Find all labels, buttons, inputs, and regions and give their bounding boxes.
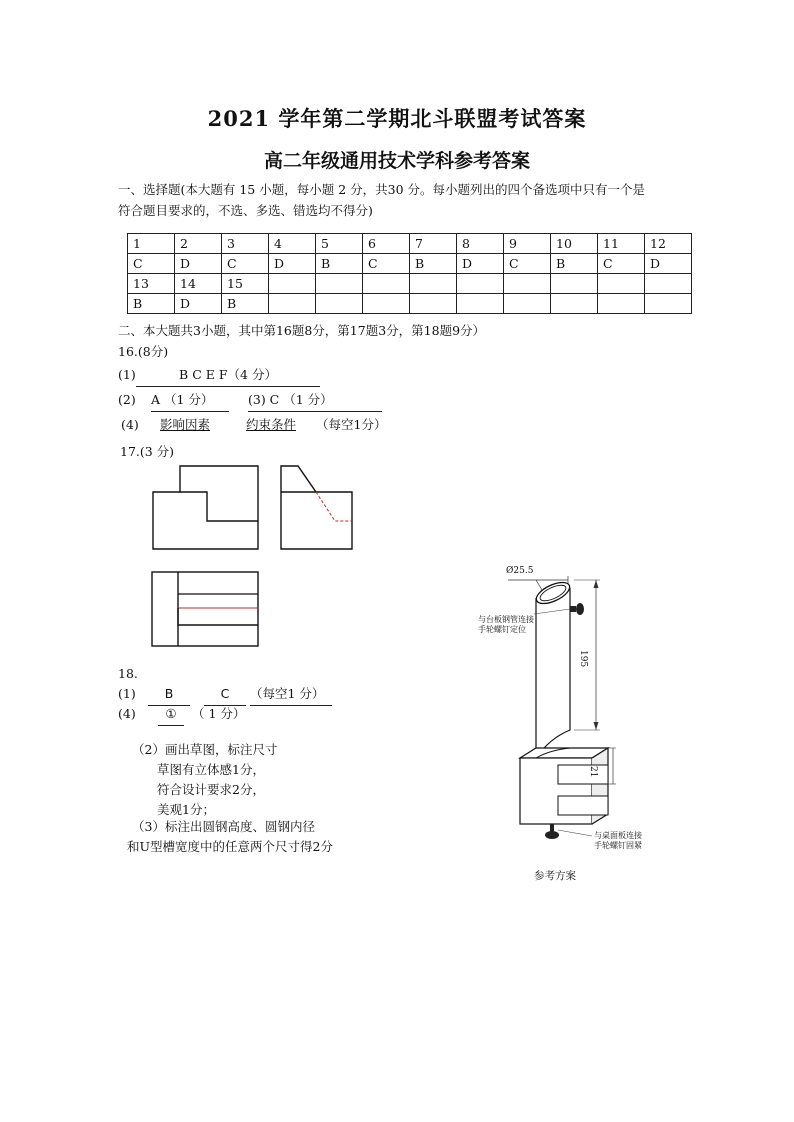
table-cell: C [504, 254, 551, 274]
table-cell: D [269, 254, 316, 274]
table-cell: 8 [457, 234, 504, 254]
dim-height: 195 [578, 650, 588, 668]
table-cell: 12 [645, 234, 692, 254]
table-cell [551, 294, 598, 314]
table-cell: D [645, 254, 692, 274]
table-row [128, 234, 692, 254]
table-row [128, 294, 692, 314]
table-cell: 7 [410, 234, 457, 254]
q16-part4-answer1: 影响因素 [160, 417, 211, 432]
table-cell: 15 [222, 274, 269, 294]
section1-instructions-line2: 符合题目要求的，不选、多选、错选均不得分) [118, 203, 373, 218]
q18-part1-number: (1) [118, 686, 136, 701]
page-subtitle: 高二年级通用技术学科参考答案 [263, 150, 530, 172]
table-cell: D [175, 254, 222, 274]
table-cell: 14 [175, 274, 222, 294]
table-cell: 5 [316, 234, 363, 254]
q16-part1-answer: B C E F（4 分） [136, 365, 320, 387]
q18-part4-answer: ① [158, 704, 184, 726]
table-cell: 3 [222, 234, 269, 254]
q18-part2-line1: （2）画出草图，标注尺寸 [132, 742, 278, 757]
table-cell [645, 274, 692, 294]
table-cell: C [128, 254, 175, 274]
table-row [128, 254, 692, 274]
table-cell: C [363, 254, 410, 274]
q18-part4-note: （ 1 分） [192, 706, 246, 721]
q18-part1-note: （每空1 分） [250, 684, 332, 706]
table-cell: 4 [269, 234, 316, 254]
note-bottom-line1: 与桌面板连接 [594, 831, 642, 840]
q17-top-view [150, 570, 262, 650]
figure-caption: 参考方案 [534, 870, 576, 882]
table-cell: 9 [504, 234, 551, 254]
table-row [128, 274, 692, 294]
table-cell [269, 274, 316, 294]
q16-label: 16.(8分) [118, 344, 169, 359]
table-cell: C [222, 254, 269, 274]
table-cell: B [410, 254, 457, 274]
table-cell [363, 274, 410, 294]
table-cell [551, 274, 598, 294]
table-cell: 1 [128, 234, 175, 254]
section1-instructions-line1: 一、选择题(本大题有 15 小题，每小题 2 分，共30 分。每小题列出的四个备选项中只有一个是 [118, 182, 646, 197]
note-top-line2: 手轮螺钉定位 [478, 625, 526, 634]
table-cell: 11 [598, 234, 645, 254]
q18-part2-line4: 美观1分； [157, 802, 215, 817]
q18-part3-line1: （3）标注出圆钢高度、圆钢内径 [132, 819, 315, 834]
reference-design-figure [470, 560, 660, 860]
q16-part2-number: (2) [118, 392, 136, 407]
table-cell [363, 294, 410, 314]
table-cell [598, 274, 645, 294]
q18-part2-line3: 符合设计要求2分， [157, 782, 265, 797]
table-cell [269, 294, 316, 314]
table-cell: C [598, 254, 645, 274]
section2-header: 二、本大题共3小题，其中第16题8分，第17题3分，第18题9分） [118, 323, 486, 338]
table-cell: 2 [175, 234, 222, 254]
table-cell [504, 274, 551, 294]
dim-slot: 21 [588, 766, 598, 778]
q16-part4-note: （每空1分） [316, 417, 387, 432]
q16-part4-number: (4) [121, 417, 139, 432]
table-cell: 6 [363, 234, 410, 254]
q16-part4-answer2: 约束条件 [246, 417, 297, 432]
table-cell: B [222, 294, 269, 314]
table-cell: B [551, 254, 598, 274]
table-cell [504, 294, 551, 314]
q18-part1-answer1: B [148, 684, 190, 706]
q18-part1-answer2: C [204, 684, 246, 706]
table-cell [410, 294, 457, 314]
table-cell: B [128, 294, 175, 314]
q18-label: 18. [118, 666, 138, 681]
q16-part3-answer: (3) C （1 分） [248, 390, 382, 412]
table-cell: D [175, 294, 222, 314]
table-cell [457, 274, 504, 294]
table-cell: 13 [128, 274, 175, 294]
table-cell [457, 294, 504, 314]
q17-front-view [150, 464, 262, 552]
q16-part2-answer: A （1 分） [151, 390, 229, 412]
q18-part3-line2: 和U型槽宽度中的任意两个尺寸得2分 [127, 839, 333, 854]
table-cell [598, 294, 645, 314]
table-cell [316, 274, 363, 294]
table-cell: B [316, 254, 363, 274]
answer-table [127, 233, 692, 314]
q16-part1-number: (1) [118, 367, 136, 382]
q18-part2-line2: 草图有立体感1分， [157, 762, 265, 777]
table-cell: D [457, 254, 504, 274]
q17-side-view [278, 464, 358, 552]
table-cell [410, 274, 457, 294]
note-top-line1: 与台板钢管连接 [478, 615, 534, 624]
table-cell [645, 294, 692, 314]
note-bottom-line2: 手轮螺钉固紧 [594, 841, 642, 850]
table-cell: 10 [551, 234, 598, 254]
q18-part4-number: (4) [118, 706, 136, 721]
page-title: 2021 学年第二学期北斗联盟考试答案 [207, 106, 587, 131]
dim-diameter: Ø25.5 [506, 566, 534, 576]
q17-label: 17.(3 分) [120, 444, 175, 459]
table-cell [316, 294, 363, 314]
